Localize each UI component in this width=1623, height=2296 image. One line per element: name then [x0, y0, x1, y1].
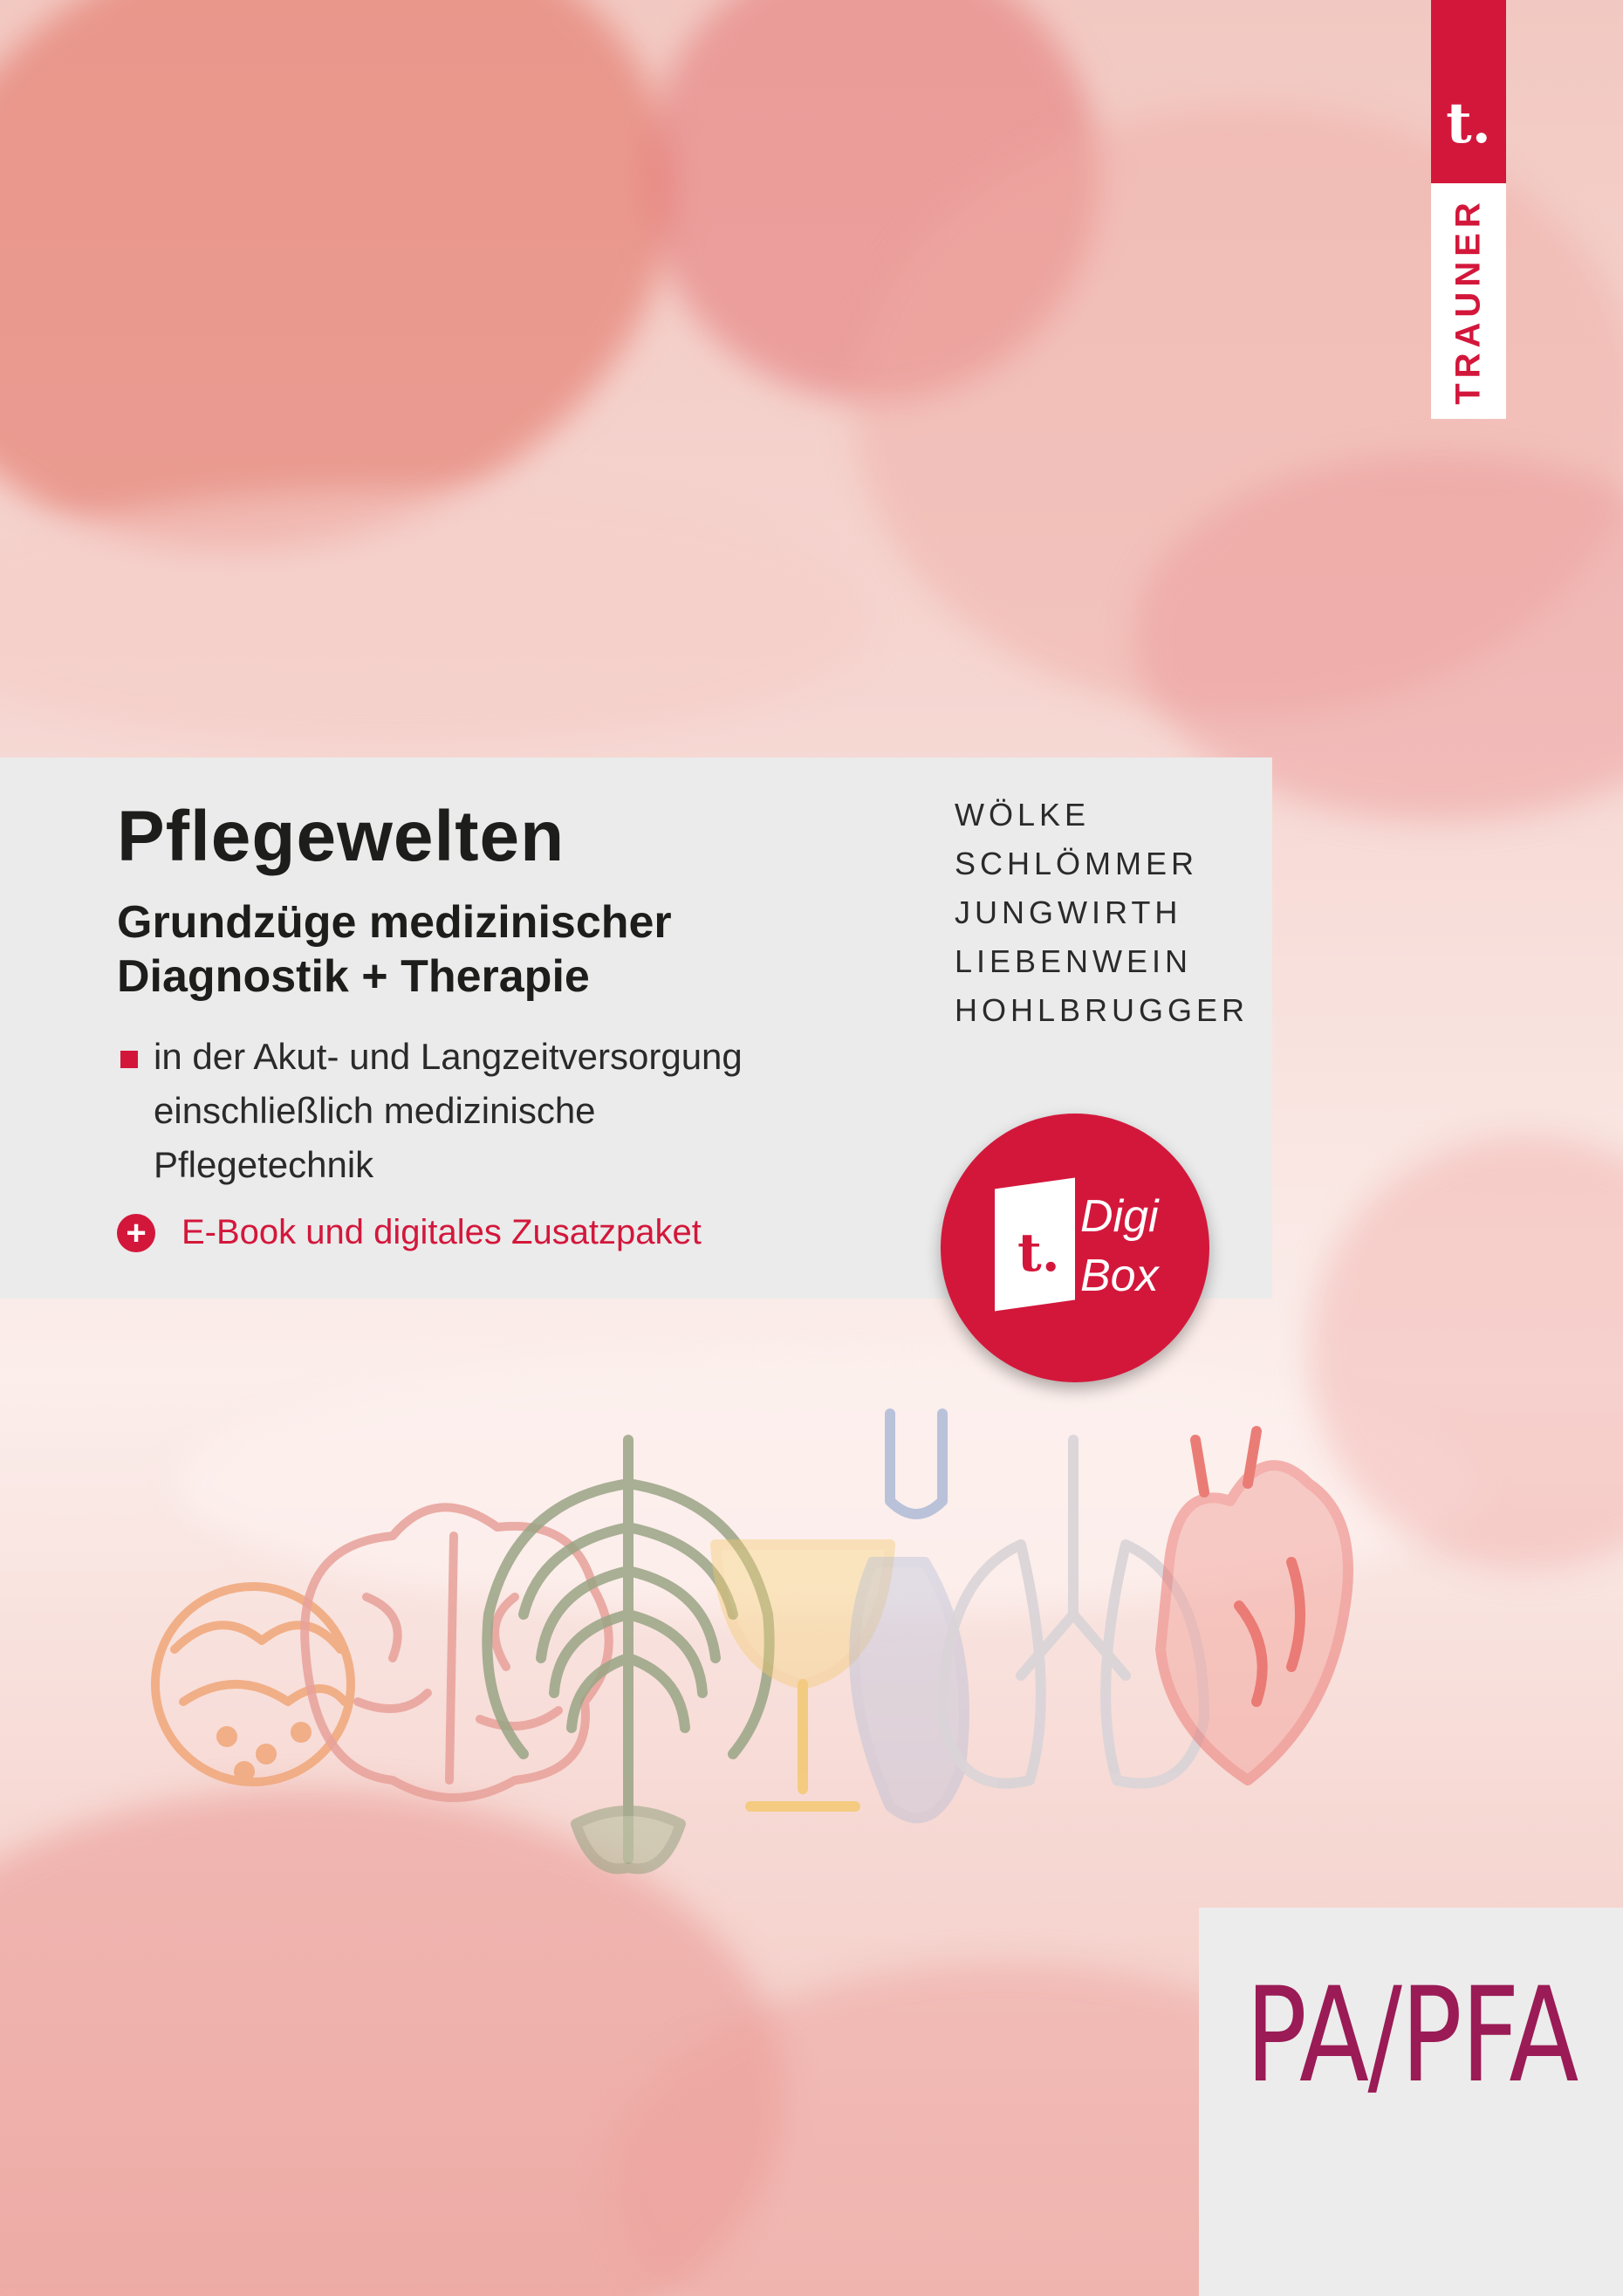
author-name: LIEBENWEIN: [955, 943, 1193, 979]
book-subtitle: Grundzüge medizinischer Diagnostik + Therapie: [117, 897, 672, 1002]
author-list: [955, 791, 1249, 1035]
heart-icon: [1161, 1431, 1348, 1780]
author-name: SCHLÖMMER: [955, 846, 1199, 881]
ribcage-icon: [487, 1440, 769, 1868]
level-box: [1199, 1908, 1623, 2296]
level-label: PA/PFA: [1245, 1960, 1578, 2112]
plus-icon: +: [117, 1214, 155, 1252]
cell-icon: [155, 1587, 351, 1782]
ebook-note: + E-Book und digitales Zusatzpaket: [117, 1213, 702, 1252]
description-bullet: in der Akut- und Langzeitversorgung einschließlich medizinische Pflegetechnik: [117, 1030, 921, 1192]
kidney-icon: [854, 1414, 964, 1818]
author-name: HOHLBRUGGER: [955, 992, 1250, 1028]
bullet-square-icon: [120, 1051, 138, 1068]
publisher-name: TRAUNER: [1448, 197, 1488, 405]
publisher-logo-mark: t.: [1431, 0, 1506, 183]
publisher-logo: [1431, 0, 1506, 419]
organ-illustration: [105, 1388, 1379, 1911]
author-name: WÖLKE: [955, 797, 1091, 833]
author-name: JUNGWIRTH: [955, 894, 1182, 930]
digibox-badge: t. Digi Box: [941, 1114, 1209, 1382]
book-title: Pflegewelten: [117, 797, 565, 876]
